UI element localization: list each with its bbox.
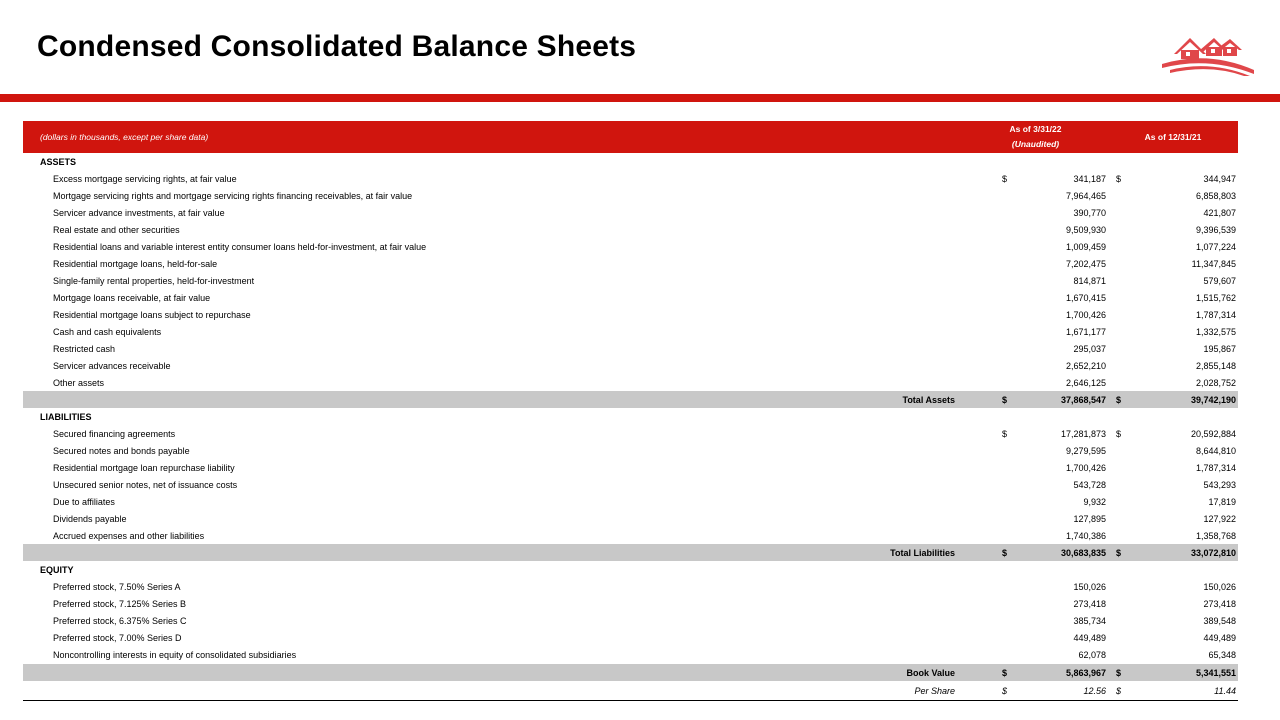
table-row: [23, 238, 1238, 255]
table-row: [23, 272, 1238, 289]
dollar-sign-current: [963, 527, 1015, 544]
dollar-sign-current: [963, 510, 1015, 527]
table-row: [23, 204, 1238, 221]
table-row: [23, 578, 1238, 595]
dollar-sign-current: $: [963, 664, 1015, 682]
dollar-sign-current: [963, 442, 1015, 459]
dollar-sign-prior: [1108, 595, 1146, 612]
value-prior: 579,607: [1203, 275, 1237, 286]
row-label: Residential loans and variable interest entity consumer loans held-for-investment, at fair value: [53, 241, 427, 252]
dollar-sign-current: $: [1001, 428, 1007, 439]
table-row: [23, 255, 1238, 272]
row-label: Due to affiliates: [53, 496, 115, 507]
value-current: 273,418: [1073, 598, 1107, 609]
value-current: 390,770: [1073, 207, 1107, 218]
page-title: Condensed Consolidated Balance Sheets: [37, 30, 637, 63]
value-prior: 1,515,762: [1195, 292, 1237, 303]
row-label: Real estate and other securities: [53, 224, 180, 235]
value-prior: 20,592,884: [1190, 428, 1237, 439]
row-label: Noncontrolling interests in equity of consolidated subsidiaries: [53, 649, 297, 660]
row-label: Servicer advances receivable: [53, 360, 171, 371]
row-label: Restricted cash: [53, 343, 116, 354]
row-label: Dividends payable: [53, 513, 127, 524]
dollar-sign-current: $: [963, 681, 1015, 701]
table-row: [23, 527, 1238, 544]
dollar-sign-current: [963, 272, 1015, 289]
value-current: 543,728: [1073, 479, 1107, 490]
row-label: Secured financing agreements: [53, 428, 176, 439]
value-current: 7,964,465: [1065, 190, 1107, 201]
value-current: 1,009,459: [1065, 241, 1107, 252]
section-heading: EQUITY: [40, 564, 74, 575]
dollar-sign-prior: [1108, 459, 1146, 476]
dollar-sign-current: [963, 629, 1015, 646]
dollar-sign-prior: [1108, 629, 1146, 646]
value-current: 814,871: [1073, 275, 1107, 286]
table-row: [23, 340, 1238, 357]
column-header-current-date: As of 3/31/22: [1009, 124, 1062, 134]
row-label: Servicer advance investments, at fair value: [53, 207, 225, 218]
value-prior: 1,077,224: [1195, 241, 1237, 252]
dollar-sign-prior: [1108, 578, 1146, 595]
table-row: [23, 595, 1238, 612]
dollar-sign-current: [963, 323, 1015, 340]
row-label: Mortgage loans receivable, at fair value: [53, 292, 211, 303]
value-prior: 2,028,752: [1195, 377, 1237, 388]
dollar-sign-prior: $: [1108, 391, 1146, 408]
value-prior: 127,922: [1203, 513, 1237, 524]
table-row: [23, 612, 1238, 629]
value-prior: 9,396,539: [1195, 224, 1237, 235]
dollar-sign-prior: [1108, 493, 1146, 510]
table-row: [23, 306, 1238, 323]
value-current: 9,509,930: [1065, 224, 1107, 235]
value-current: 2,646,125: [1065, 377, 1107, 388]
section-heading: ASSETS: [40, 156, 77, 167]
dollar-sign-current: $: [963, 544, 1015, 561]
table-row: [23, 442, 1238, 459]
value-prior: 195,867: [1203, 343, 1237, 354]
balance-sheet-table: [23, 121, 1238, 701]
dollar-sign-prior: [1108, 306, 1146, 323]
value-prior: 39,742,190: [1146, 391, 1238, 408]
dollar-sign-current: [963, 306, 1015, 323]
value-prior: 344,947: [1203, 173, 1237, 184]
row-label: Unsecured senior notes, net of issuance costs: [53, 479, 238, 490]
row-label: Cash and cash equivalents: [53, 326, 162, 337]
total-row: [23, 544, 1238, 561]
section-heading-row: [23, 153, 1238, 170]
dollar-sign-current: [963, 578, 1015, 595]
value-prior: 1,332,575: [1195, 326, 1237, 337]
book-value-row: [23, 664, 1238, 682]
value-prior: 6,858,803: [1195, 190, 1237, 201]
dollar-sign-current: [963, 459, 1015, 476]
dollar-sign-prior: [1108, 323, 1146, 340]
dollar-sign-prior: [1108, 204, 1146, 221]
value-current: 37,868,547: [1015, 391, 1108, 408]
row-label: Accrued expenses and other liabilities: [53, 530, 205, 541]
row-label: Secured notes and bonds payable: [53, 445, 190, 456]
row-label: Mortgage servicing rights and mortgage servicing rights financing receivables, at fair value: [53, 190, 413, 201]
dollar-sign-current: [963, 238, 1015, 255]
value-current: 127,895: [1073, 513, 1107, 524]
dollar-sign-prior: [1108, 374, 1146, 391]
value-current: 1,700,426: [1065, 462, 1107, 473]
table-row: [23, 493, 1238, 510]
value-current: 7,202,475: [1065, 258, 1107, 269]
value-prior: 17,819: [1208, 496, 1237, 507]
value-prior: 449,489: [1203, 632, 1237, 643]
row-label: Residential mortgage loans, held-for-sale: [53, 258, 218, 269]
value-current: 9,279,595: [1065, 445, 1107, 456]
value-current: 341,187: [1073, 173, 1107, 184]
table-row: [23, 374, 1238, 391]
per-share-row: [23, 681, 1238, 701]
value-current: 30,683,835: [1015, 544, 1108, 561]
value-current: 150,026: [1073, 581, 1107, 592]
value-prior: 273,418: [1203, 598, 1237, 609]
row-label: Excess mortgage servicing rights, at fair value: [53, 173, 237, 184]
dollar-sign-prior: [1108, 527, 1146, 544]
dollar-sign-current: [963, 204, 1015, 221]
table-row: [23, 459, 1238, 476]
row-label: Other assets: [53, 377, 105, 388]
value-prior: 543,293: [1203, 479, 1237, 490]
value-prior: 1,787,314: [1195, 462, 1237, 473]
dollar-sign-current: [963, 595, 1015, 612]
row-label: Book Value: [23, 664, 963, 682]
table-row: [23, 289, 1238, 306]
row-label: Total Assets: [23, 391, 963, 408]
dollar-sign-prior: $: [1116, 428, 1122, 439]
column-header-prior: As of 12/31/21: [1108, 121, 1238, 153]
table-row: [23, 170, 1238, 187]
table-row: [23, 187, 1238, 204]
row-label: Total Liabilities: [23, 544, 963, 561]
dollar-sign-prior: $: [1108, 664, 1146, 682]
table-row: [23, 323, 1238, 340]
dollar-sign-prior: [1108, 646, 1146, 664]
value-prior: 11.44: [1146, 681, 1238, 701]
column-header-unaudited: (Unaudited): [1011, 139, 1060, 149]
value-current: 5,863,967: [1015, 664, 1108, 682]
value-prior: 11,347,845: [1191, 258, 1237, 269]
value-current: 385,734: [1073, 615, 1107, 626]
value-current: 9,932: [1083, 496, 1107, 507]
dollar-sign-prior: [1108, 510, 1146, 527]
dollar-sign-current: $: [1001, 173, 1007, 184]
dollar-sign-prior: [1108, 357, 1146, 374]
dollar-sign-prior: [1108, 238, 1146, 255]
row-label: Preferred stock, 6.375% Series C: [53, 615, 187, 626]
row-label: Single-family rental properties, held-for-investment: [53, 275, 255, 286]
dollar-sign-current: [963, 612, 1015, 629]
value-prior: 389,548: [1203, 615, 1237, 626]
value-prior: 33,072,810: [1146, 544, 1238, 561]
row-label: Residential mortgage loans subject to repurchase: [53, 309, 251, 320]
value-prior: 8,644,810: [1195, 445, 1237, 456]
dollar-sign-prior: [1108, 612, 1146, 629]
column-header-current: [963, 121, 1108, 153]
row-label: Preferred stock, 7.50% Series A: [53, 581, 181, 592]
value-current: 295,037: [1073, 343, 1107, 354]
total-row: [23, 391, 1238, 408]
dollar-sign-current: [963, 221, 1015, 238]
value-current: 12.56: [1015, 681, 1108, 701]
dollar-sign-current: [963, 255, 1015, 272]
value-prior: 2,855,148: [1195, 360, 1237, 371]
value-current: 449,489: [1073, 632, 1107, 643]
row-label: Preferred stock, 7.125% Series B: [53, 598, 187, 609]
header-rule: [0, 94, 1280, 102]
row-label: Per Share: [23, 681, 963, 701]
table-row: [23, 629, 1238, 646]
house-logo-icon: [1160, 32, 1256, 78]
section-heading-row: [23, 561, 1238, 578]
value-current: 17,281,873: [1060, 428, 1107, 439]
value-prior: 150,026: [1203, 581, 1237, 592]
table-row: [23, 221, 1238, 238]
table-header-row: [23, 121, 1238, 153]
dollar-sign-current: [963, 289, 1015, 306]
value-current: 1,740,386: [1065, 530, 1107, 541]
table-row: [23, 476, 1238, 493]
dollar-sign-prior: $: [1108, 681, 1146, 701]
value-prior: 1,787,314: [1195, 309, 1237, 320]
value-prior: 5,341,551: [1146, 664, 1238, 682]
dollar-sign-prior: [1108, 476, 1146, 493]
value-current: 62,078: [1078, 649, 1107, 660]
dollar-sign-current: [963, 340, 1015, 357]
row-label: Residential mortgage loan repurchase liability: [53, 462, 235, 473]
dollar-sign-prior: [1108, 187, 1146, 204]
dollar-sign-prior: $: [1108, 544, 1146, 561]
table-row: [23, 646, 1238, 664]
value-prior: 1,358,768: [1195, 530, 1237, 541]
dollar-sign-prior: [1108, 442, 1146, 459]
dollar-sign-prior: [1108, 340, 1146, 357]
value-prior: 65,348: [1208, 649, 1237, 660]
value-prior: 421,807: [1203, 207, 1237, 218]
dollar-sign-prior: [1108, 255, 1146, 272]
row-label: Preferred stock, 7.00% Series D: [53, 632, 182, 643]
dollar-sign-prior: [1108, 221, 1146, 238]
dollar-sign-prior: [1108, 289, 1146, 306]
dollar-sign-current: $: [963, 391, 1015, 408]
dollar-sign-current: [963, 374, 1015, 391]
dollar-sign-current: [963, 493, 1015, 510]
value-current: 1,700,426: [1065, 309, 1107, 320]
table-row: [23, 357, 1238, 374]
value-current: 1,671,177: [1065, 326, 1107, 337]
dollar-sign-prior: [1108, 272, 1146, 289]
section-heading: LIABILITIES: [40, 411, 92, 422]
dollar-sign-current: [963, 357, 1015, 374]
value-current: 1,670,415: [1065, 292, 1107, 303]
dollar-sign-prior: $: [1116, 173, 1122, 184]
table-body: [23, 153, 1238, 701]
dollar-sign-current: [963, 187, 1015, 204]
table-row: [23, 510, 1238, 527]
section-heading-row: [23, 408, 1238, 425]
dollar-sign-current: [963, 646, 1015, 664]
units-note: (dollars in thousands, except per share data): [23, 121, 963, 153]
table-row: [23, 425, 1238, 442]
dollar-sign-current: [963, 476, 1015, 493]
value-current: 2,652,210: [1065, 360, 1107, 371]
